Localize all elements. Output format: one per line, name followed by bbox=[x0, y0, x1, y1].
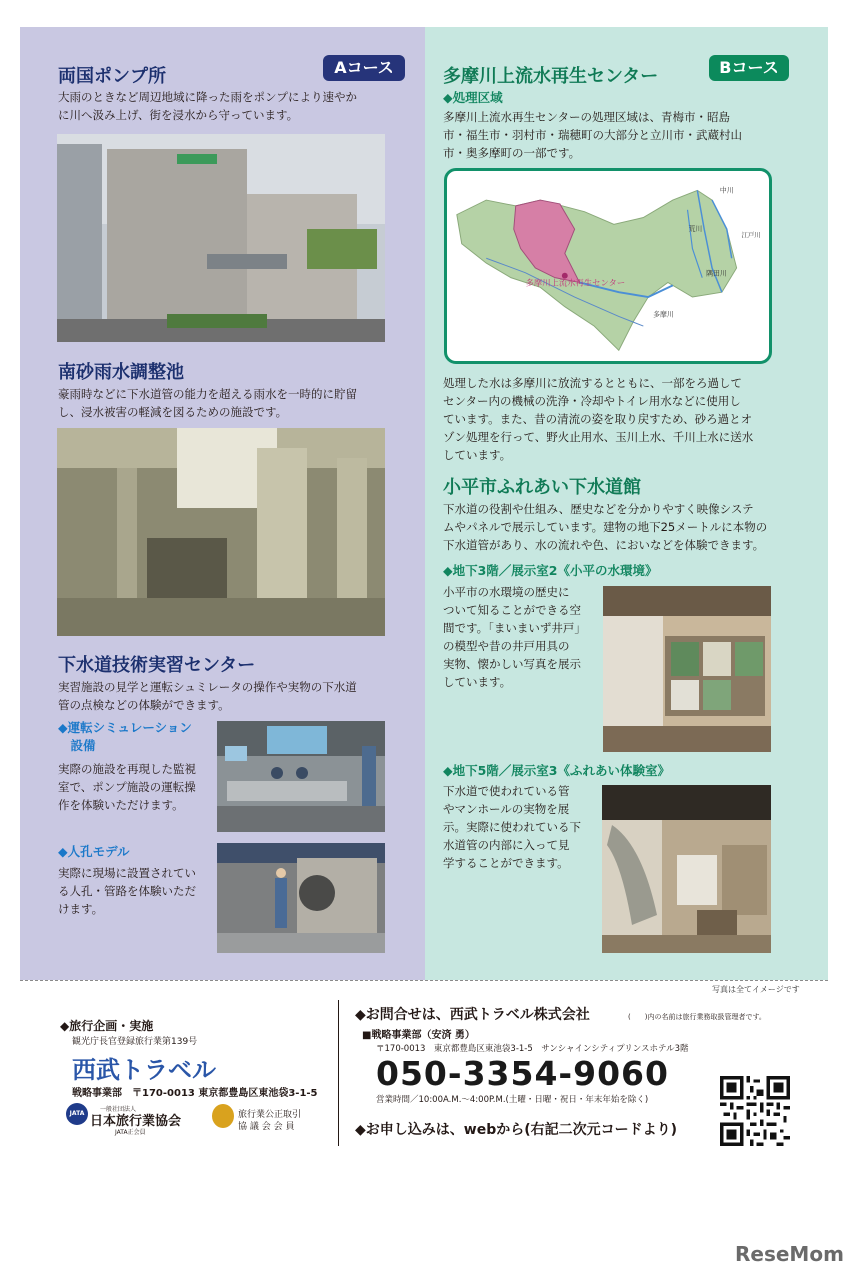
course-a-badge: Aコース bbox=[323, 55, 405, 81]
area-heading: ◆処理区域 bbox=[443, 90, 503, 105]
photo-note: 写真は全てイメージです bbox=[712, 985, 800, 994]
jata-logo-icon: JATA bbox=[66, 1103, 88, 1125]
simulator-room-photo bbox=[217, 721, 385, 832]
business-hours: 営業時間／10:00A.M.～4:00P.M.(土曜・日曜・祝日・年末年始を除く) bbox=[376, 1095, 649, 1105]
b5-experience-room-photo bbox=[602, 785, 771, 953]
inquiry-note: ( )内の名前は旅行業務取扱管理者です。 bbox=[628, 1013, 766, 1021]
gijutsu-desc: 実習施設の見学と運転シュミレータの操作や実物の下水道 管の点検などの体験ができます。 bbox=[58, 680, 357, 712]
b5-heading: ◆地下5階／展示室3《ふれあい体験室》 bbox=[443, 763, 671, 778]
apply-instruction: ◆お申し込みは、webから(右記二次元コードより) bbox=[355, 1122, 678, 1138]
simulation-heading: ◆運転シミュレーション 設備 bbox=[58, 720, 192, 753]
treatment-desc: 処理した水は多摩川に放流するとともに、一部をろ過して センター内の機械の洗浄・冷却やトイレ用水などに使用し ています。また、昔の清流の姿を取り戻すため、砂ろ過とオ ゾン処理を行って、野火止用水、玉川上水、千川上水に送水 しています。 bbox=[443, 376, 754, 462]
ryogoku-pump-photo bbox=[57, 134, 385, 342]
b3-desc: 小平市の水環境の歴史に ついて知ることができる空 間です。「まいまいず井戸」 の模型や昔の井戸用具の 実物、懐かしい写真を展示 しています。 bbox=[443, 585, 586, 689]
map-arakawa-label: 荒川 bbox=[688, 225, 703, 234]
treatment-area-map bbox=[444, 168, 772, 364]
b3-exhibit-photo bbox=[603, 586, 771, 752]
ryogoku-desc: 大雨のときなど周辺地域に降った雨をポンプにより速やか に川へ汲み上げ、街を浸水から守っています。 bbox=[58, 90, 357, 122]
kodaira-title: 小平市ふれあい下水道館 bbox=[443, 477, 641, 498]
registration-number: 観光庁長官登録旅行業第139号 bbox=[72, 1037, 198, 1047]
office-address: 戦略事業部 〒170-0013 東京都豊島区東池袋3-1-5 bbox=[72, 1088, 318, 1099]
course-b-badge: Bコース bbox=[709, 55, 789, 81]
rainwater-reservoir-photo bbox=[57, 428, 385, 636]
minamisuna-title: 南砂雨水調整池 bbox=[58, 362, 184, 383]
footer-divider bbox=[338, 1000, 339, 1146]
jata-member-label: JATA正会員 bbox=[115, 1129, 146, 1136]
ryogoku-title: 両国ポンプ所 bbox=[58, 66, 166, 87]
map-sumidagawa-label: 隅田川 bbox=[706, 269, 727, 278]
b3-heading: ◆地下3階／展示室2《小平の水環境》 bbox=[443, 563, 658, 578]
manhole-heading: ◆人孔モデル bbox=[58, 844, 130, 859]
seibu-travel-logo: 西武トラベル bbox=[72, 1056, 216, 1084]
map-tamagawa-label: 多摩川 bbox=[653, 310, 674, 319]
phone-number[interactable]: 050-3354-9060 bbox=[376, 1054, 669, 1093]
b5-desc: 下水道で使われている管 やマンホールの実物を展 示。実際に使われている下 水道管の内部に入って見 学することができます。 bbox=[443, 784, 581, 870]
fair-trade-council-icon bbox=[212, 1104, 234, 1128]
resemom-watermark: ReseMom bbox=[735, 1242, 844, 1266]
simulation-desc: 実際の施設を再現した監視 室で、ポンプ施設の運転操 作を体験いただけます。 bbox=[58, 762, 196, 812]
area-desc: 多摩川上流水再生センターの処理区域は、青梅市・昭島 市・福生市・羽村市・瑞穂町の大部分と立川市・武蔵村山 市・奥多摩町の一部です。 bbox=[443, 110, 742, 160]
tamagawa-title: 多摩川上流水再生センター bbox=[443, 66, 659, 87]
map-center-label: 多摩川上流水再生センター bbox=[525, 277, 626, 288]
map-nakagawa-label: 中川 bbox=[719, 186, 734, 195]
kodaira-desc: 下水道の役割や仕組み、歴史などを分かりやすく映像システ ムやパネルで展示しています。建物の地下25メートルに本物の 下水道管があり、水の流れや色、においなどを体験できます。 bbox=[443, 502, 768, 552]
gijutsu-title: 下水道技術実習センター bbox=[58, 655, 256, 676]
jata-name: 日本旅行業協会 bbox=[90, 1114, 182, 1129]
map-edogawa-label: 江戸川 bbox=[741, 231, 761, 239]
department-address: 〒170-0013 東京都豊島区東池袋3-1-5 サンシャインシティプリンスホテル3階 bbox=[376, 1044, 689, 1054]
manhole-model-photo bbox=[217, 843, 385, 953]
fair-trade-line2: 協 議 会 会 員 bbox=[238, 1122, 295, 1132]
qr-code-icon[interactable] bbox=[720, 1076, 790, 1146]
department-label: ■戦略事業部（安済 勇） bbox=[362, 1030, 475, 1041]
minamisuna-desc: 豪雨時などに下水道管の能力を超える雨水を一時的に貯留 し、浸水被害の軽減を図るための施設です。 bbox=[58, 387, 357, 419]
manhole-desc: 実際に現場に設置されてい る人孔・管路を体験いただ けます。 bbox=[58, 866, 196, 916]
jata-small-label: 一般社団法人 bbox=[100, 1106, 137, 1113]
fair-trade-line1: 旅行業公正取引 bbox=[238, 1110, 302, 1120]
planning-heading: ◆旅行企画・実施 bbox=[60, 1019, 154, 1033]
dashed-divider bbox=[20, 980, 828, 981]
inquiry-heading: ◆お問合せは、西武トラベル株式会社 bbox=[355, 1007, 590, 1023]
